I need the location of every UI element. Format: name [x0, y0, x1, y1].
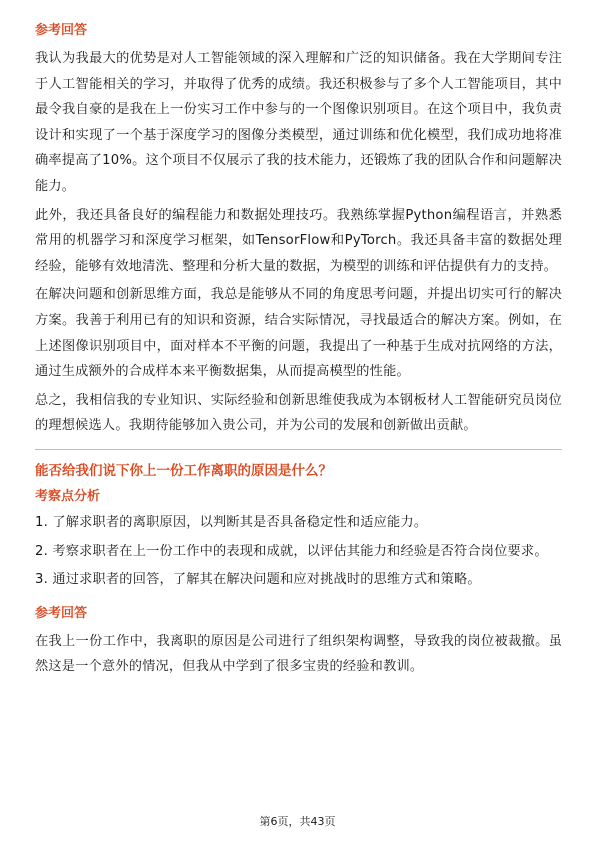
answer-paragraph: 在我上一份工作中，我离职的原因是公司进行了组织架构调整，导致我的岗位被裁撤。虽然这是一个意外的情况，但我从中学到了很多宝贵的经验和教训。 — [35, 633, 562, 675]
page-number: 第6页，共43页 — [259, 815, 336, 828]
section-divider — [35, 449, 562, 450]
answer-heading: 参考回答 — [35, 605, 88, 621]
answer-heading: 参考回答 — [35, 23, 88, 38]
answer-paragraph: 总之，我相信我的专业知识、实际经验和创新思维使我成为本钢板材人工智能研究员岗位的理想候选人。我期待能够加入贵公司，并为公司的发展和创新做出贡献。 — [35, 392, 562, 434]
analysis-heading: 考察点分析 — [35, 488, 101, 504]
analysis-point: 2. 考察求职者在上一份工作中的表现和成就，以评估其能力和经验是否符合岗位要求。 — [35, 543, 548, 559]
answer-paragraph: 此外，我还具备良好的编程能力和数据处理技巧。我熟练掌握Python编程语言，并熟悉常用的机器学习和深度学习框架，如TensorFlow和PyTorch。我还具备丰富的数据处理经验，能够有效地清洗、整理和分析大量的数据，为模型的训练和评估提供有力的支持。 — [35, 207, 562, 274]
answer-paragraph: 在解决问题和创新思维方面，我总是能够从不同的角度思考问题，并提出切实可行的解决方案。我善于利用已有的知识和资源，结合实际情况，寻找最适合的解决方案。例如，在上述图像识别项目中，面对样本不平衡的问题，我提出了一种基于生成对抗网络的方法，通过生成额外的合成样本来平衡数据集，从而提高模型的性能。 — [35, 287, 562, 380]
answer-paragraph: 我认为我最大的优势是对人工智能领域的深入理解和广泛的知识储备。我在大学期间专注于人工智能相关的学习，并取得了优秀的成绩。我还积极参与了多个人工智能项目，其中最令我自豪的是我在上一份实习工作中参与的一个图像识别项目。在这个项目中，我负责设计和实现了一个基于深度学习的图像分类模型，通过训练和优化模型，我们成功地将准确率提高了10%。这个项目不仅展示了我的技术能力，还锻炼了我的团队合作和问题解决能力。 — [35, 51, 562, 194]
document-page — [35, 22, 562, 680]
analysis-point: 3. 通过求职者的回答，了解其在解决问题和应对挑战时的思维方式和策略。 — [35, 572, 481, 588]
analysis-point: 1. 了解求职者的离职原因，以判断其是否具备稳定性和适应能力。 — [35, 514, 428, 530]
question-title: 能否给我们说下你上一份工作离职的原因是什么？ — [35, 462, 332, 479]
